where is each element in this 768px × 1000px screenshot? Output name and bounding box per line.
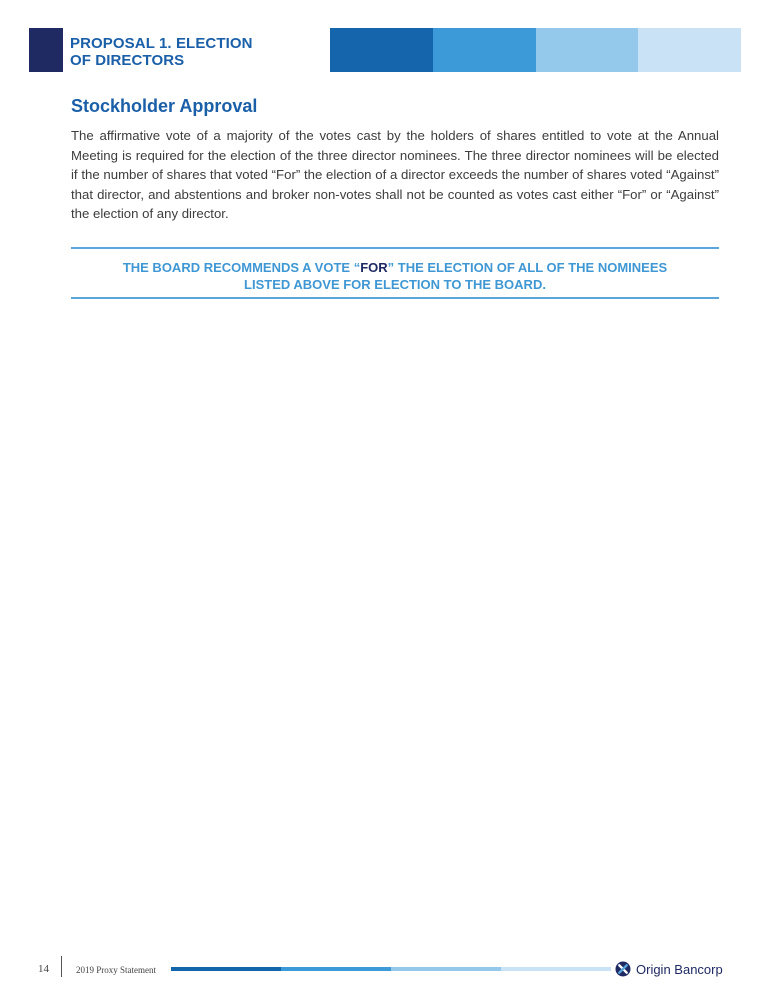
header-bar-2 bbox=[433, 28, 536, 72]
section-heading: Stockholder Approval bbox=[71, 96, 258, 116]
board-recommendation bbox=[71, 259, 719, 293]
origin-x-logo-icon bbox=[615, 961, 631, 977]
recommendation-text-before: THE BOARD RECOMMENDS A VOTE “ bbox=[122, 260, 361, 275]
footer-bar-1 bbox=[171, 967, 281, 971]
page-section-title bbox=[70, 35, 253, 69]
footer-separator bbox=[61, 956, 62, 977]
header-accent-square bbox=[29, 28, 63, 72]
footer-bar-2 bbox=[281, 967, 391, 971]
recommendation-line2: LISTED ABOVE FOR ELECTION TO THE BOARD. bbox=[244, 277, 546, 292]
recommendation-text-after: ” THE ELECTION OF ALL OF THE NOMINEES bbox=[387, 260, 668, 275]
body-paragraph: The affirmative vote of a majority of the votes cast by the holders of shares entitled to vote at the Annual Meeting is required for the election of the three director nominees. The three director nominees will be elected if the number of shares that voted “For” the election of a director exceeds the number of shares voted “Against” that director, and abstentions and broker non-votes shall not be counted as votes cast either “For” or “Against” the election of any director. bbox=[71, 128, 719, 221]
footer-document-name: 2019 Proxy Statement bbox=[76, 965, 156, 975]
page-number: 14 bbox=[38, 963, 49, 975]
header-bar-4 bbox=[638, 28, 741, 72]
page-section-title-line2: OF DIRECTORS bbox=[70, 52, 185, 69]
footer-bar-3 bbox=[391, 967, 501, 971]
recommendation-for-word: FOR bbox=[360, 260, 388, 275]
header-bar-1 bbox=[330, 28, 433, 72]
page-section-title-line1: PROPOSAL 1. ELECTION bbox=[70, 35, 253, 52]
footer-color-bars bbox=[171, 967, 611, 971]
header-color-bars bbox=[330, 28, 741, 72]
header-bar-3 bbox=[536, 28, 639, 72]
recommendation-top-rule bbox=[71, 247, 719, 249]
company-logo-text: Origin Bancorp bbox=[636, 962, 723, 977]
recommendation-bottom-rule bbox=[71, 297, 719, 299]
footer-bar-4 bbox=[501, 967, 611, 971]
